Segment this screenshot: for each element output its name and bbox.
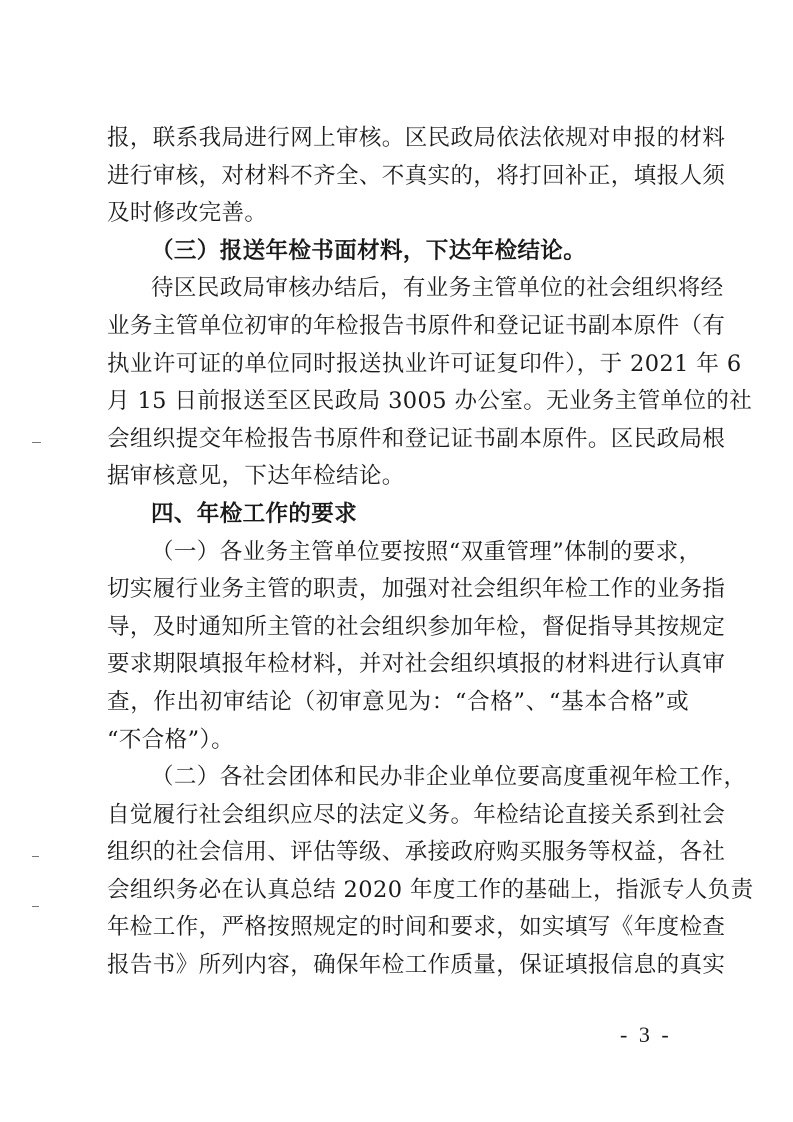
document-body [107, 120, 754, 985]
text-line: “不合格”）。 [107, 726, 235, 753]
text-line: 待区民政局审核办结后，有业务主管单位的社会组织将经 [151, 275, 724, 302]
section-heading: 四、年检工作的要求 [151, 500, 358, 527]
text-line: 业务主管单位初审的年检报告书原件和登记证书副本原件（有 [107, 312, 726, 339]
text-line: 会组织务必在认真总结 2020 年度工作的基础上，指派专人负责 [107, 876, 754, 903]
text-line: 要求期限填报年检材料，并对社会组织填报的材料进行认真审 [107, 651, 726, 678]
scan-mark [32, 442, 41, 443]
scan-mark [32, 906, 39, 907]
text-line: 报告书》所列内容，确保年检工作质量，保证填报信息的真实 [107, 952, 726, 979]
text-line: 及时修改完善。 [107, 200, 268, 227]
text-line: 导，及时通知所主管的社会组织参加年检，督促指导其按规定 [107, 613, 726, 640]
text-line: 查，作出初审结论（初审意见为：“合格”、“基本合格”或 [107, 688, 689, 715]
text-line: 报，联系我局进行网上审核。区民政局依法依规对申报的材料 [107, 125, 726, 151]
text-line: （一）各业务主管单位要按照“双重管理”体制的要求， [151, 538, 702, 565]
text-line: 据审核意见，下达年检结论。 [107, 463, 405, 490]
text-line: 会组织提交年检报告书原件和登记证书副本原件。区民政局根 [107, 425, 726, 452]
text-line: （二）各社会团体和民办非企业单位要高度重视年检工作， [151, 764, 747, 791]
text-line: 切实履行业务主管的职责，加强对社会组织年检工作的业务指 [107, 576, 726, 603]
text-line: 年检工作，严格按照规定的时间和要求，如实填写《年度检查 [107, 914, 726, 941]
page-number: - 3 - [620, 1022, 672, 1047]
text-line: 组织的社会信用、评估等级、承接政府购买服务等权益，各社 [107, 839, 726, 866]
text-line: 月 15 日前报送至区民政局 3005 办公室。无业务主管单位的社 [107, 388, 753, 415]
section-heading: （三）报送年检书面材料，下达年检结论。 [151, 237, 587, 264]
scan-mark [32, 856, 39, 857]
text-line: 执业许可证的单位同时报送执业许可证复印件），于 2021 年 6 [107, 350, 742, 377]
text-line: 进行审核，对材料不齐全、不真实的，将打回补正，填报人须 [107, 162, 726, 189]
text-line: 自觉履行社会组织应尽的法定义务。年检结论直接关系到社会 [107, 801, 726, 828]
